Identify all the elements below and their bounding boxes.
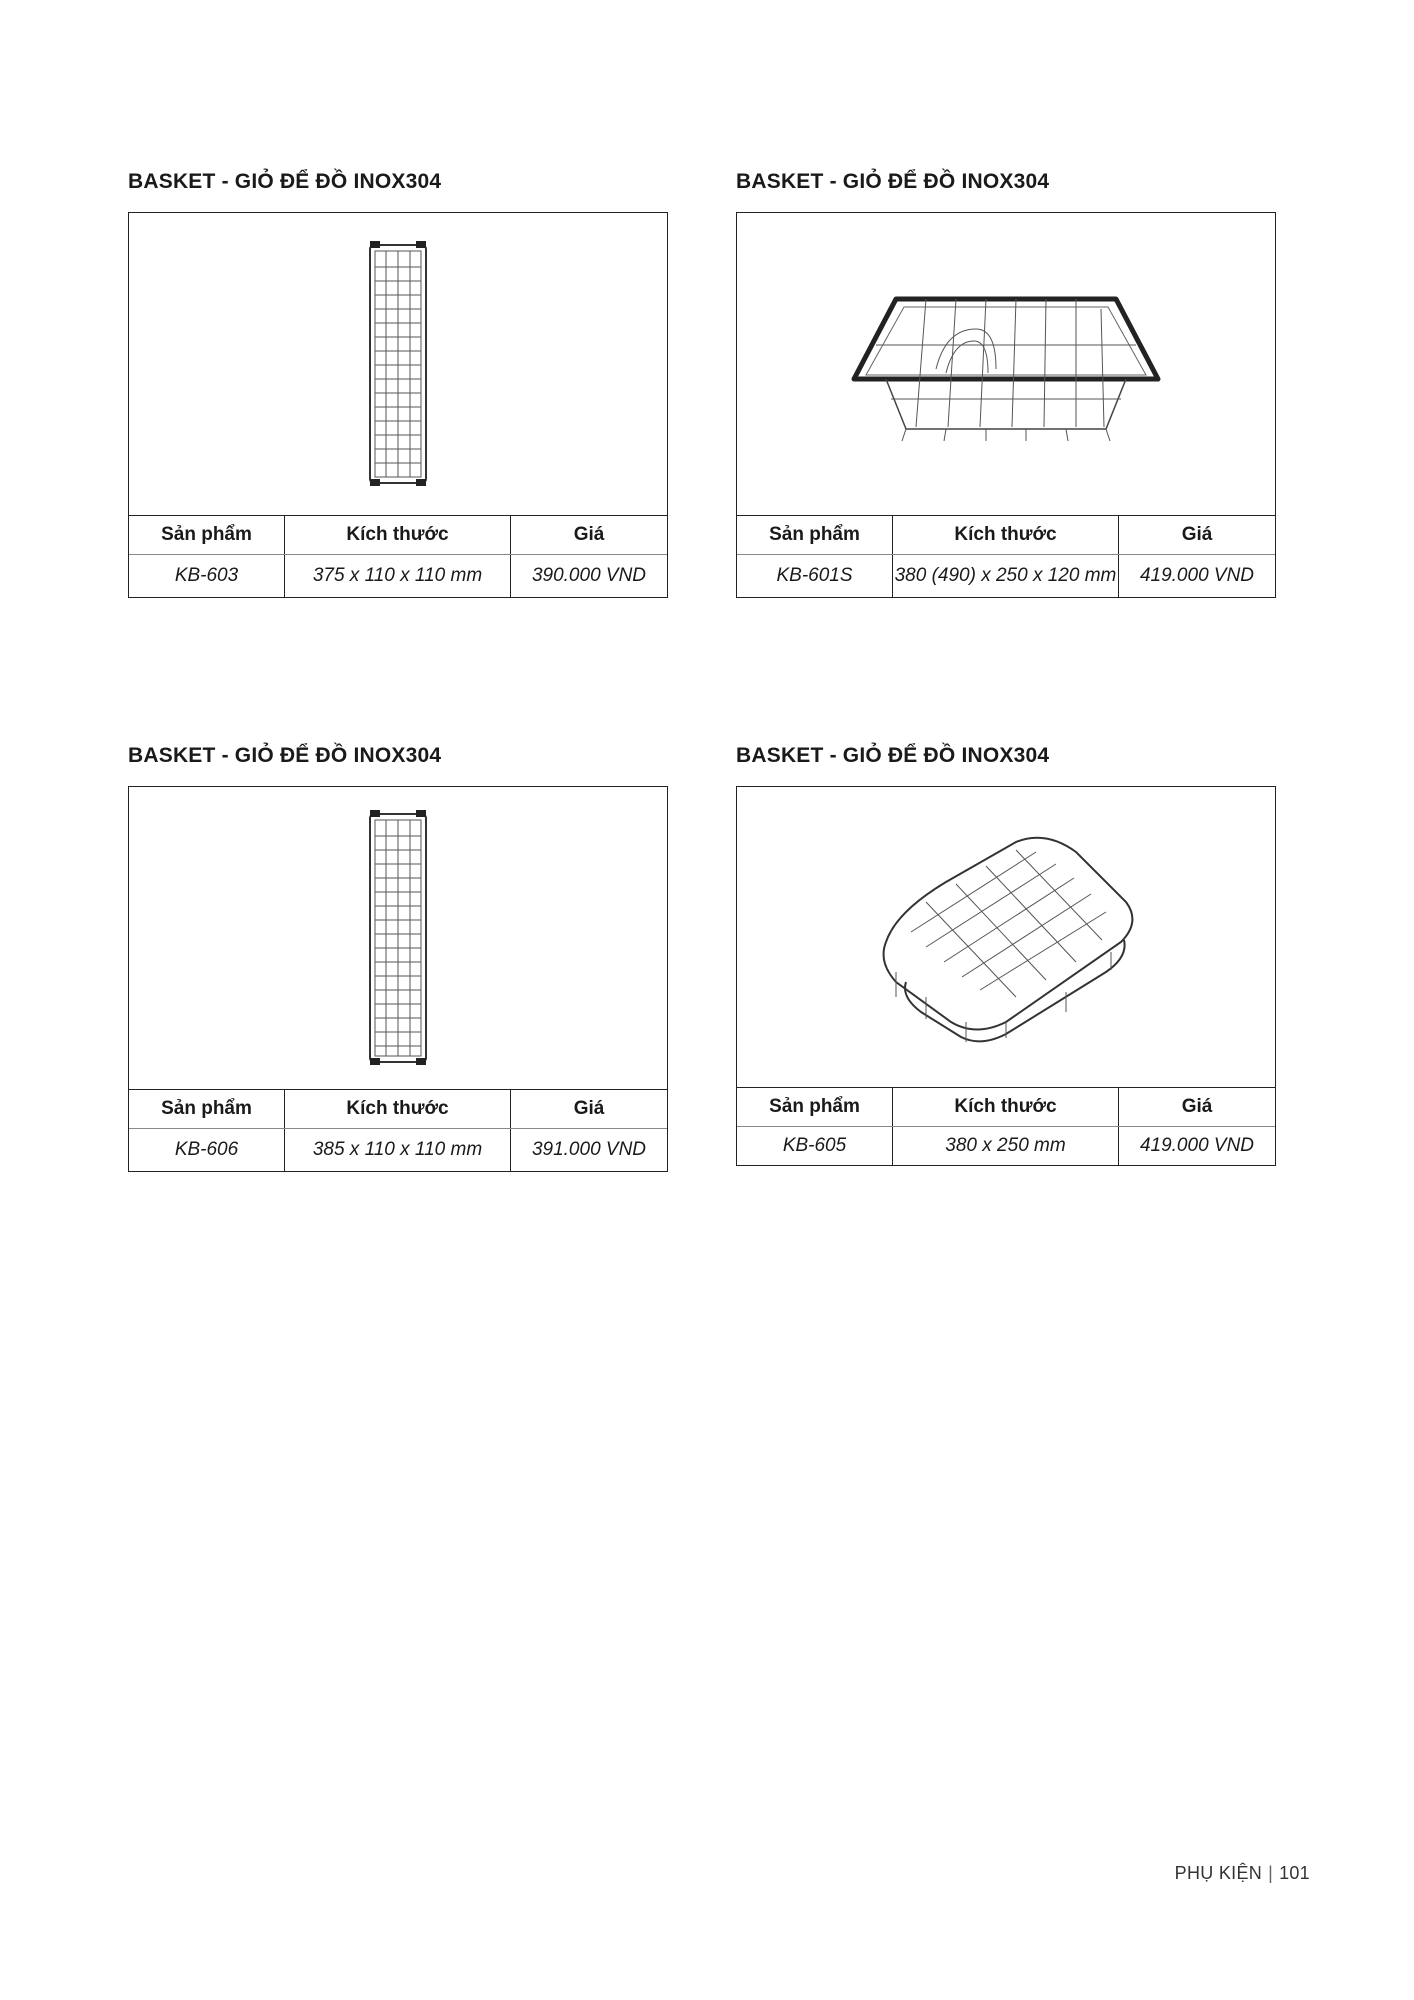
header-size: Kích thước	[285, 516, 511, 555]
product-size: 380 (490) x 250 x 120 mm	[893, 555, 1119, 598]
header-product: Sản phẩm	[737, 1088, 893, 1127]
product-frame	[736, 786, 1276, 1166]
product-size: 380 x 250 mm	[893, 1127, 1119, 1166]
header-price: Giá	[511, 1090, 668, 1129]
product-title: BASKET - GIỎ ĐỂ ĐỒ INOX304	[736, 170, 1050, 193]
product-frame	[128, 212, 668, 598]
page-number: 101	[1279, 1863, 1310, 1883]
header-price: Giá	[1119, 1088, 1276, 1127]
product-card-kb-606	[128, 742, 668, 1172]
product-card-kb-603	[128, 168, 668, 598]
narrow-basket-illustration	[358, 808, 438, 1068]
table-row	[737, 1127, 1275, 1166]
product-image-kb-603	[129, 213, 667, 516]
product-frame	[128, 786, 668, 1172]
footer-separator: |	[1268, 1863, 1274, 1883]
product-price: 419.000 VND	[1119, 1127, 1276, 1166]
product-price: 419.000 VND	[1119, 555, 1276, 598]
header-size: Kích thước	[285, 1090, 511, 1129]
page-footer	[1175, 1863, 1310, 1884]
header-product: Sản phẩm	[129, 516, 285, 555]
product-size: 385 x 110 x 110 mm	[285, 1129, 511, 1172]
header-price: Giá	[1119, 516, 1276, 555]
narrow-basket-illustration	[358, 239, 438, 489]
product-image-kb-605	[737, 787, 1275, 1088]
spec-table	[129, 1090, 667, 1171]
product-card-kb-601s	[736, 168, 1276, 598]
product-code: KB-606	[174, 1139, 239, 1160]
oval-basket-illustration	[866, 822, 1146, 1052]
table-row	[129, 1129, 667, 1172]
product-code: KB-603	[174, 565, 239, 586]
header-product: Sản phẩm	[737, 516, 893, 555]
product-frame	[736, 212, 1276, 598]
product-title: BASKET - GIỎ ĐỂ ĐỒ INOX304	[128, 170, 442, 193]
product-size: 375 x 110 x 110 mm	[285, 555, 511, 598]
header-size: Kích thước	[893, 1088, 1119, 1127]
product-image-kb-606	[129, 787, 667, 1090]
product-card-kb-605	[736, 742, 1276, 1166]
product-price: 390.000 VND	[511, 555, 668, 598]
product-price: 391.000 VND	[511, 1129, 668, 1172]
header-price: Giá	[511, 516, 668, 555]
spec-table	[737, 1088, 1275, 1165]
table-row	[737, 555, 1275, 598]
section-name: PHỤ KIỆN	[1174, 1863, 1263, 1883]
spec-table	[737, 516, 1275, 597]
product-code: KB-601S	[776, 565, 853, 586]
product-title: BASKET - GIỎ ĐỂ ĐỒ INOX304	[736, 744, 1050, 767]
spec-table	[129, 516, 667, 597]
header-size: Kích thước	[893, 516, 1119, 555]
table-row	[129, 555, 667, 598]
product-image-kb-601s	[737, 213, 1275, 516]
product-code: KB-605	[782, 1135, 847, 1156]
header-product: Sản phẩm	[129, 1090, 285, 1129]
product-title: BASKET - GIỎ ĐỂ ĐỒ INOX304	[128, 744, 442, 767]
sink-basket-illustration	[846, 269, 1166, 459]
